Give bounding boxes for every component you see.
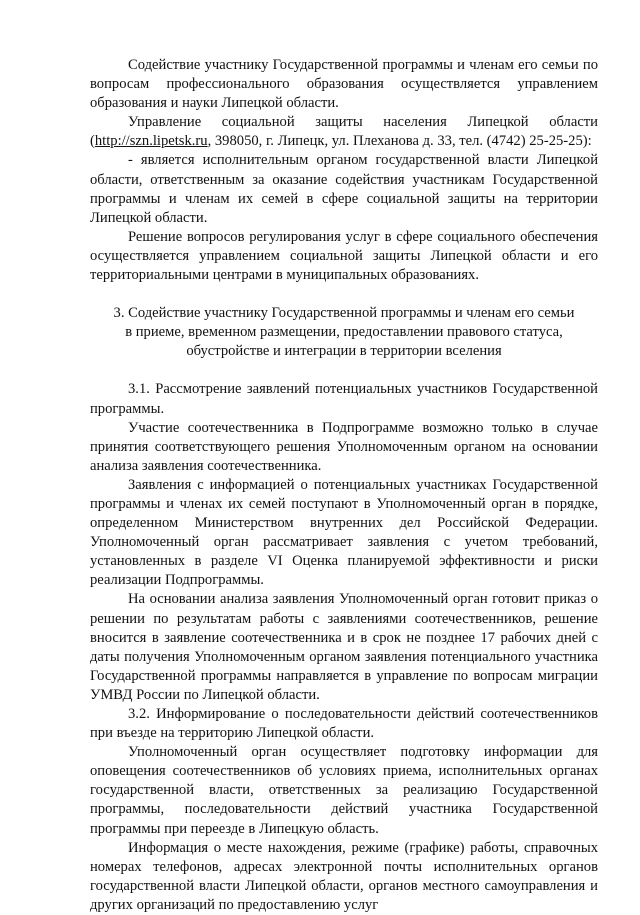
- paragraph-3-1-title: 3.1. Рассмотрение заявлений потенциальных участников Государственной программы.: [90, 381, 598, 417]
- section-heading-line: в приеме, временном размещении, предоставлении правового статуса,: [125, 324, 563, 341]
- paragraph-education: Содействие участнику Государственной программы и членам его семьи по вопросам профессионального образования осуществляется управлением образования и науки Липецкой области.: [90, 57, 598, 112]
- section-heading-line: обустройстве и интеграции в территории вселения: [186, 343, 502, 360]
- paragraph-szn-role: - является исполнительным органом государственной власти Липецкой области, ответственным за оказание содействия участникам Государственной программы и членам их семей в сфере социальной защиты на территории Липецкой области.: [90, 152, 598, 226]
- document-page: [90, 56, 598, 915]
- paragraph-notification: Уполномоченный орган осуществляет подготовку информации для оповещения соотечественников об условиях приема, исполнительных органах государственной власти, ответственных за реализацию Государственной программы, последовательности действий участника Государственной программы при переезде в Липецкую область.: [90, 744, 598, 837]
- paragraph-social-services: Решение вопросов регулирования услуг в сфере социального обеспечения осуществляется управлением социальной защиты Липецкой области и его территориальными центрами в муниципальных образованиях.: [90, 228, 598, 284]
- paragraph-3-2-title: 3.2. Информирование о последовательности действий соотечественников при въезде на территорию Липецкой области.: [90, 706, 598, 742]
- section-heading: [90, 304, 598, 361]
- section-heading-line: 3. Содействие участнику Государственной программы и членам его семьи: [113, 305, 575, 322]
- paragraph-information: Информация о месте нахождения, режиме (графике) работы, справочных номерах телефонов, адресах электронной почты исполнительных органов государственной власти Липецкой области, органов местного самоуправления и других организаций по предоставлению услуг: [90, 839, 598, 913]
- paragraph-applications: Заявления с информацией о потенциальных участниках Государственной программы и членах их семей поступают в Уполномоченный орган в порядке, определенном Министерством внутренних дел Российской Федерации. Уполномоченный орган рассматривает заявления с учетом требований, установленных в разделе VI Оценка планируемой эффективности и риски реализации Подпрограммы.: [90, 476, 598, 589]
- paragraph-szn-contact: [90, 113, 598, 151]
- paragraph-participation: Участие соотечественника в Подпрограмме возможно только в случае принятия соответствующего решения Уполномоченным органом на основании анализа заявления соотечественника.: [90, 419, 598, 474]
- szn-website-link[interactable]: http://szn.lipetsk.ru: [94, 133, 208, 150]
- szn-suffix: , 398050, г. Липецк, ул. Плеханова д. 33, тел. (4742) 25-25-25):: [207, 133, 592, 150]
- szn-prefix: Управление социальной защиты населения Липецкой области (: [90, 114, 598, 150]
- paragraph-analysis: На основании анализа заявления Уполномоченный орган готовит приказ о решении по результатам работы с заявлениями соотечественников, решение вносится в заявление соотечественника и в срок не позднее 17 рабочих дней с даты получения Уполномоченным органом заявления потенциального участника Государственной программы направляется в управление по вопросам миграции УМВД России по Липецкой области.: [90, 591, 598, 703]
